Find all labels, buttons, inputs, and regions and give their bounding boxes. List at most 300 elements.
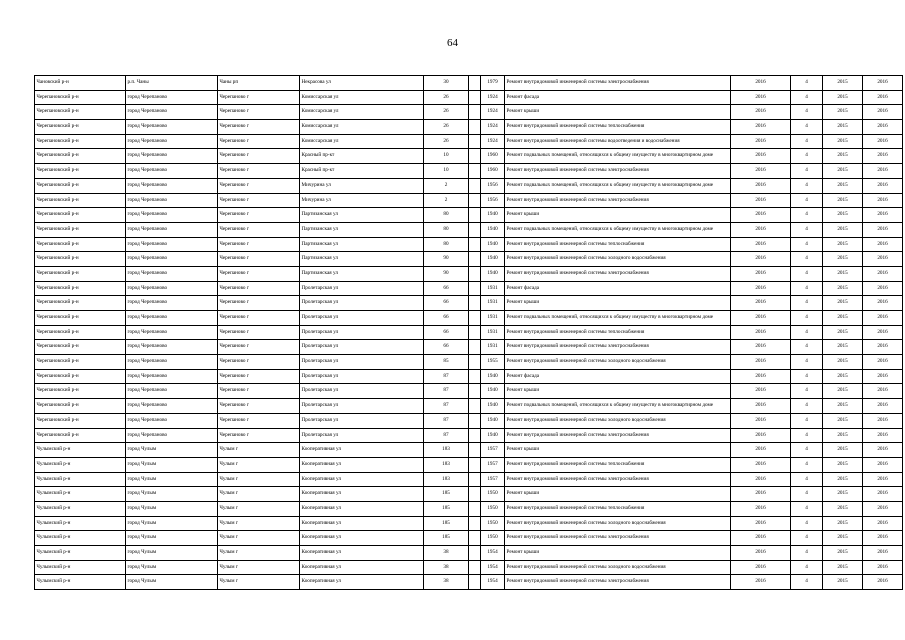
end-year-cell: 2016 [863, 501, 903, 516]
house-number-cell: 183 [424, 457, 469, 472]
year-built-cell: 1956 [481, 193, 505, 208]
year-built-cell: 1950 [481, 516, 505, 531]
end-year-cell: 2016 [863, 296, 903, 311]
house-number-cell: 90 [424, 252, 469, 267]
table-row [35, 149, 903, 164]
municipality-cell: город Чулым [126, 560, 218, 575]
count-cell: 4 [791, 575, 823, 590]
work-type-cell: Ремонт внутридомовой инженерной системы электроснабжения [505, 164, 731, 179]
street-cell: Пролетарская ул [300, 399, 424, 414]
district-cell: Черепановский р-н [35, 193, 126, 208]
house-number-cell: 87 [424, 369, 469, 384]
count-cell: 4 [791, 105, 823, 120]
year-built-cell: 1940 [481, 237, 505, 252]
street-cell: Пролетарская ул [300, 311, 424, 326]
end-year-cell: 2016 [863, 443, 903, 458]
municipality-cell: город Черепаново [126, 149, 218, 164]
work-type-cell: Ремонт подвальных помещений, относящихся к общему имуществу в многоквартирном доме [505, 178, 731, 193]
plan-year-cell: 2016 [731, 90, 791, 105]
year-built-cell: 1954 [481, 575, 505, 590]
house-number-cell: 10 [424, 149, 469, 164]
year-built-cell: 1931 [481, 340, 505, 355]
settlement-cell: Черепаново г [218, 164, 300, 179]
capital-repair-table [34, 75, 903, 590]
count-cell: 4 [791, 178, 823, 193]
count-cell: 4 [791, 546, 823, 561]
settlement-cell: Черепаново г [218, 222, 300, 237]
end-year-cell: 2016 [863, 428, 903, 443]
end-year-cell: 2016 [863, 178, 903, 193]
work-type-cell: Ремонт подвальных помещений, относящихся к общему имуществу в многоквартирном доме [505, 222, 731, 237]
plan-year-cell: 2016 [731, 399, 791, 414]
municipality-cell: город Черепаново [126, 311, 218, 326]
start-year-cell: 2015 [823, 90, 863, 105]
work-type-cell: Ремонт внутридомовой инженерной системы теплоснабжения [505, 457, 731, 472]
plan-year-cell: 2016 [731, 457, 791, 472]
year-built-cell: 1950 [481, 487, 505, 502]
settlement-cell: Черепаново г [218, 149, 300, 164]
building-cell [469, 222, 481, 237]
start-year-cell: 2015 [823, 384, 863, 399]
year-built-cell: 1924 [481, 90, 505, 105]
end-year-cell: 2016 [863, 222, 903, 237]
district-cell: Черепановский р-н [35, 237, 126, 252]
year-built-cell: 1957 [481, 443, 505, 458]
municipality-cell: город Черепаново [126, 105, 218, 120]
end-year-cell: 2016 [863, 325, 903, 340]
building-cell [469, 384, 481, 399]
settlement-cell: Черепаново г [218, 266, 300, 281]
settlement-cell: Чулым г [218, 501, 300, 516]
municipality-cell: город Черепаново [126, 134, 218, 149]
table-row [35, 369, 903, 384]
plan-year-cell: 2016 [731, 516, 791, 531]
count-cell: 4 [791, 560, 823, 575]
plan-year-cell: 2016 [731, 560, 791, 575]
table-row [35, 193, 903, 208]
table-row [35, 428, 903, 443]
municipality-cell: город Черепаново [126, 266, 218, 281]
count-cell: 4 [791, 399, 823, 414]
plan-year-cell: 2016 [731, 252, 791, 267]
district-cell: Черепановский р-н [35, 105, 126, 120]
settlement-cell: Черепаново г [218, 193, 300, 208]
table-row [35, 355, 903, 370]
count-cell: 4 [791, 76, 823, 91]
building-cell [469, 560, 481, 575]
building-cell [469, 501, 481, 516]
district-cell: Черепановский р-н [35, 222, 126, 237]
work-type-cell: Ремонт внутридомовой инженерной системы холодного водоснабжения [505, 252, 731, 267]
end-year-cell: 2016 [863, 311, 903, 326]
street-cell: Партизанская ул [300, 222, 424, 237]
year-built-cell: 1940 [481, 266, 505, 281]
municipality-cell: город Чулым [126, 501, 218, 516]
street-cell: Комиссарская ул [300, 134, 424, 149]
district-cell: Черепановский р-н [35, 340, 126, 355]
end-year-cell: 2016 [863, 90, 903, 105]
work-type-cell: Ремонт крыши [505, 546, 731, 561]
house-number-cell: 183 [424, 443, 469, 458]
end-year-cell: 2016 [863, 134, 903, 149]
district-cell: Чулымский р-н [35, 487, 126, 502]
work-type-cell: Ремонт фасада [505, 90, 731, 105]
street-cell: Пролетарская ул [300, 296, 424, 311]
year-built-cell: 1940 [481, 252, 505, 267]
start-year-cell: 2015 [823, 457, 863, 472]
municipality-cell: город Черепаново [126, 208, 218, 223]
building-cell [469, 575, 481, 590]
page-number: 64 [447, 37, 458, 49]
count-cell: 4 [791, 296, 823, 311]
end-year-cell: 2016 [863, 149, 903, 164]
house-number-cell: 26 [424, 120, 469, 135]
building-cell [469, 369, 481, 384]
table-row [35, 443, 903, 458]
start-year-cell: 2015 [823, 281, 863, 296]
start-year-cell: 2015 [823, 120, 863, 135]
plan-year-cell: 2016 [731, 134, 791, 149]
count-cell: 4 [791, 90, 823, 105]
table-row [35, 340, 903, 355]
start-year-cell: 2015 [823, 399, 863, 414]
street-cell: Кооперативная ул [300, 487, 424, 502]
plan-year-cell: 2016 [731, 208, 791, 223]
work-type-cell: Ремонт крыши [505, 487, 731, 502]
street-cell: Кооперативная ул [300, 560, 424, 575]
district-cell: Черепановский р-н [35, 355, 126, 370]
building-cell [469, 252, 481, 267]
district-cell: Чановский р-н [35, 76, 126, 91]
municipality-cell: город Чулым [126, 457, 218, 472]
house-number-cell: 185 [424, 501, 469, 516]
plan-year-cell: 2016 [731, 384, 791, 399]
year-built-cell: 1924 [481, 120, 505, 135]
work-type-cell: Ремонт внутридомовой инженерной системы теплоснабжения [505, 325, 731, 340]
house-number-cell: 87 [424, 399, 469, 414]
street-cell: Партизанская ул [300, 208, 424, 223]
house-number-cell: 87 [424, 413, 469, 428]
municipality-cell: город Черепаново [126, 296, 218, 311]
end-year-cell: 2016 [863, 546, 903, 561]
building-cell [469, 413, 481, 428]
street-cell: Кооперативная ул [300, 516, 424, 531]
street-cell: Партизанская ул [300, 252, 424, 267]
count-cell: 4 [791, 237, 823, 252]
count-cell: 4 [791, 369, 823, 384]
street-cell: Кооперативная ул [300, 501, 424, 516]
start-year-cell: 2015 [823, 472, 863, 487]
district-cell: Чулымский р-н [35, 560, 126, 575]
plan-year-cell: 2016 [731, 76, 791, 91]
end-year-cell: 2016 [863, 384, 903, 399]
settlement-cell: Черепаново г [218, 105, 300, 120]
table-row [35, 178, 903, 193]
start-year-cell: 2015 [823, 575, 863, 590]
street-cell: Пролетарская ул [300, 281, 424, 296]
work-type-cell: Ремонт внутридомовой инженерной системы электроснабжения [505, 428, 731, 443]
settlement-cell: Черепаново г [218, 281, 300, 296]
table-row [35, 384, 903, 399]
street-cell: Кооперативная ул [300, 531, 424, 546]
work-type-cell: Ремонт подвальных помещений, относящихся к общему имуществу в многоквартирном доме [505, 399, 731, 414]
building-cell [469, 487, 481, 502]
plan-year-cell: 2016 [731, 575, 791, 590]
work-type-cell: Ремонт внутридомовой инженерной системы холодного водоснабжения [505, 560, 731, 575]
settlement-cell: Черепаново г [218, 399, 300, 414]
district-cell: Черепановский р-н [35, 281, 126, 296]
building-cell [469, 90, 481, 105]
end-year-cell: 2016 [863, 472, 903, 487]
year-built-cell: 1960 [481, 164, 505, 179]
building-cell [469, 355, 481, 370]
year-built-cell: 1956 [481, 178, 505, 193]
start-year-cell: 2015 [823, 340, 863, 355]
plan-year-cell: 2016 [731, 222, 791, 237]
district-cell: Черепановский р-н [35, 252, 126, 267]
settlement-cell: Черепаново г [218, 252, 300, 267]
settlement-cell: Черепаново г [218, 369, 300, 384]
municipality-cell: город Черепаново [126, 237, 218, 252]
year-built-cell: 1931 [481, 281, 505, 296]
house-number-cell: 183 [424, 472, 469, 487]
work-type-cell: Ремонт внутридомовой инженерной системы электроснабжения [505, 266, 731, 281]
house-number-cell: 30 [424, 76, 469, 91]
plan-year-cell: 2016 [731, 178, 791, 193]
settlement-cell: Чулым г [218, 531, 300, 546]
house-number-cell: 26 [424, 134, 469, 149]
start-year-cell: 2015 [823, 296, 863, 311]
plan-year-cell: 2016 [731, 237, 791, 252]
district-cell: Черепановский р-н [35, 296, 126, 311]
settlement-cell: Черепаново г [218, 325, 300, 340]
table-row [35, 105, 903, 120]
building-cell [469, 457, 481, 472]
settlement-cell: Черепаново г [218, 296, 300, 311]
end-year-cell: 2016 [863, 369, 903, 384]
district-cell: Чулымский р-н [35, 443, 126, 458]
building-cell [469, 472, 481, 487]
table-row [35, 399, 903, 414]
count-cell: 4 [791, 281, 823, 296]
municipality-cell: город Черепаново [126, 369, 218, 384]
plan-year-cell: 2016 [731, 105, 791, 120]
count-cell: 4 [791, 311, 823, 326]
street-cell: Пролетарская ул [300, 325, 424, 340]
street-cell: Пролетарская ул [300, 355, 424, 370]
settlement-cell: Черепаново г [218, 90, 300, 105]
house-number-cell: 10 [424, 164, 469, 179]
year-built-cell: 1940 [481, 428, 505, 443]
count-cell: 4 [791, 428, 823, 443]
year-built-cell: 1960 [481, 149, 505, 164]
settlement-cell: Черепаново г [218, 237, 300, 252]
table-body [35, 76, 903, 590]
district-cell: Черепановский р-н [35, 208, 126, 223]
building-cell [469, 296, 481, 311]
end-year-cell: 2016 [863, 560, 903, 575]
start-year-cell: 2015 [823, 149, 863, 164]
settlement-cell: Черепаново г [218, 428, 300, 443]
district-cell: Черепановский р-н [35, 369, 126, 384]
settlement-cell: Чулым г [218, 443, 300, 458]
end-year-cell: 2016 [863, 281, 903, 296]
work-type-cell: Ремонт крыши [505, 443, 731, 458]
count-cell: 4 [791, 325, 823, 340]
year-built-cell: 1954 [481, 560, 505, 575]
settlement-cell: Чулым г [218, 575, 300, 590]
table-row [35, 311, 903, 326]
settlement-cell: Черепаново г [218, 134, 300, 149]
count-cell: 4 [791, 164, 823, 179]
work-type-cell: Ремонт внутридомовой инженерной системы теплоснабжения [505, 501, 731, 516]
street-cell: Кооперативная ул [300, 546, 424, 561]
start-year-cell: 2015 [823, 487, 863, 502]
plan-year-cell: 2016 [731, 311, 791, 326]
house-number-cell: 80 [424, 237, 469, 252]
start-year-cell: 2015 [823, 531, 863, 546]
house-number-cell: 26 [424, 105, 469, 120]
table-row [35, 501, 903, 516]
table-row [35, 575, 903, 590]
municipality-cell: город Чулым [126, 531, 218, 546]
district-cell: Черепановский р-н [35, 428, 126, 443]
street-cell: Пролетарская ул [300, 428, 424, 443]
count-cell: 4 [791, 208, 823, 223]
count-cell: 4 [791, 472, 823, 487]
start-year-cell: 2015 [823, 134, 863, 149]
end-year-cell: 2016 [863, 76, 903, 91]
end-year-cell: 2016 [863, 399, 903, 414]
municipality-cell: город Чулым [126, 487, 218, 502]
plan-year-cell: 2016 [731, 501, 791, 516]
end-year-cell: 2016 [863, 266, 903, 281]
municipality-cell: город Черепаново [126, 90, 218, 105]
table-row [35, 222, 903, 237]
plan-year-cell: 2016 [731, 428, 791, 443]
house-number-cell: 87 [424, 384, 469, 399]
year-built-cell: 1940 [481, 413, 505, 428]
end-year-cell: 2016 [863, 340, 903, 355]
work-type-cell: Ремонт внутридомовой инженерной системы электроснабжения [505, 575, 731, 590]
building-cell [469, 311, 481, 326]
street-cell: Комиссарская ул [300, 120, 424, 135]
year-built-cell: 1957 [481, 457, 505, 472]
work-type-cell: Ремонт крыши [505, 105, 731, 120]
table-row [35, 560, 903, 575]
house-number-cell: 38 [424, 546, 469, 561]
count-cell: 4 [791, 340, 823, 355]
municipality-cell: город Черепаново [126, 325, 218, 340]
district-cell: Черепановский р-н [35, 413, 126, 428]
house-number-cell: 66 [424, 340, 469, 355]
street-cell: Мичурина ул [300, 193, 424, 208]
count-cell: 4 [791, 120, 823, 135]
district-cell: Чулымский р-н [35, 457, 126, 472]
municipality-cell: город Черепаново [126, 413, 218, 428]
table-row [35, 487, 903, 502]
table-row [35, 457, 903, 472]
table-row [35, 413, 903, 428]
building-cell [469, 178, 481, 193]
plan-year-cell: 2016 [731, 443, 791, 458]
year-built-cell: 1940 [481, 208, 505, 223]
start-year-cell: 2015 [823, 501, 863, 516]
count-cell: 4 [791, 252, 823, 267]
district-cell: Черепановский р-н [35, 164, 126, 179]
street-cell: Красный пр-кт [300, 164, 424, 179]
work-type-cell: Ремонт внутридомовой инженерной системы холодного водоснабжения [505, 413, 731, 428]
building-cell [469, 266, 481, 281]
district-cell: Черепановский р-н [35, 266, 126, 281]
house-number-cell: 66 [424, 325, 469, 340]
house-number-cell: 80 [424, 222, 469, 237]
plan-year-cell: 2016 [731, 325, 791, 340]
start-year-cell: 2015 [823, 76, 863, 91]
end-year-cell: 2016 [863, 105, 903, 120]
work-type-cell: Ремонт внутридомовой инженерной системы водоотведения и водоснабжения [505, 134, 731, 149]
start-year-cell: 2015 [823, 428, 863, 443]
house-number-cell: 185 [424, 531, 469, 546]
settlement-cell: Чаны рп [218, 76, 300, 91]
street-cell: Кооперативная ул [300, 472, 424, 487]
start-year-cell: 2015 [823, 222, 863, 237]
street-cell: Комиссарская ул [300, 90, 424, 105]
plan-year-cell: 2016 [731, 164, 791, 179]
house-number-cell: 80 [424, 208, 469, 223]
house-number-cell: 185 [424, 516, 469, 531]
year-built-cell: 1955 [481, 355, 505, 370]
count-cell: 4 [791, 384, 823, 399]
start-year-cell: 2015 [823, 105, 863, 120]
street-cell: Пролетарская ул [300, 369, 424, 384]
start-year-cell: 2015 [823, 560, 863, 575]
settlement-cell: Чулым г [218, 487, 300, 502]
plan-year-cell: 2016 [731, 120, 791, 135]
settlement-cell: Черепаново г [218, 120, 300, 135]
work-type-cell: Ремонт внутридомовой инженерной системы теплоснабжения [505, 120, 731, 135]
end-year-cell: 2016 [863, 120, 903, 135]
district-cell: Черепановский р-н [35, 311, 126, 326]
street-cell: Мичурина ул [300, 178, 424, 193]
house-number-cell: 66 [424, 281, 469, 296]
settlement-cell: Чулым г [218, 546, 300, 561]
house-number-cell: 38 [424, 560, 469, 575]
building-cell [469, 149, 481, 164]
district-cell: Чулымский р-н [35, 472, 126, 487]
house-number-cell: 2 [424, 193, 469, 208]
count-cell: 4 [791, 266, 823, 281]
start-year-cell: 2015 [823, 311, 863, 326]
table-row [35, 120, 903, 135]
start-year-cell: 2015 [823, 443, 863, 458]
table-row [35, 134, 903, 149]
end-year-cell: 2016 [863, 208, 903, 223]
work-type-cell: Ремонт внутридомовой инженерной системы электроснабжения [505, 193, 731, 208]
municipality-cell: город Черепаново [126, 340, 218, 355]
table-row [35, 252, 903, 267]
count-cell: 4 [791, 413, 823, 428]
year-built-cell: 1954 [481, 546, 505, 561]
start-year-cell: 2015 [823, 369, 863, 384]
work-type-cell: Ремонт крыши [505, 296, 731, 311]
table-row [35, 237, 903, 252]
count-cell: 4 [791, 355, 823, 370]
work-type-cell: Ремонт внутридомовой инженерной системы электроснабжения [505, 531, 731, 546]
settlement-cell: Черепаново г [218, 311, 300, 326]
house-number-cell: 85 [424, 355, 469, 370]
work-type-cell: Ремонт подвальных помещений, относящихся к общему имуществу в многоквартирном доме [505, 149, 731, 164]
